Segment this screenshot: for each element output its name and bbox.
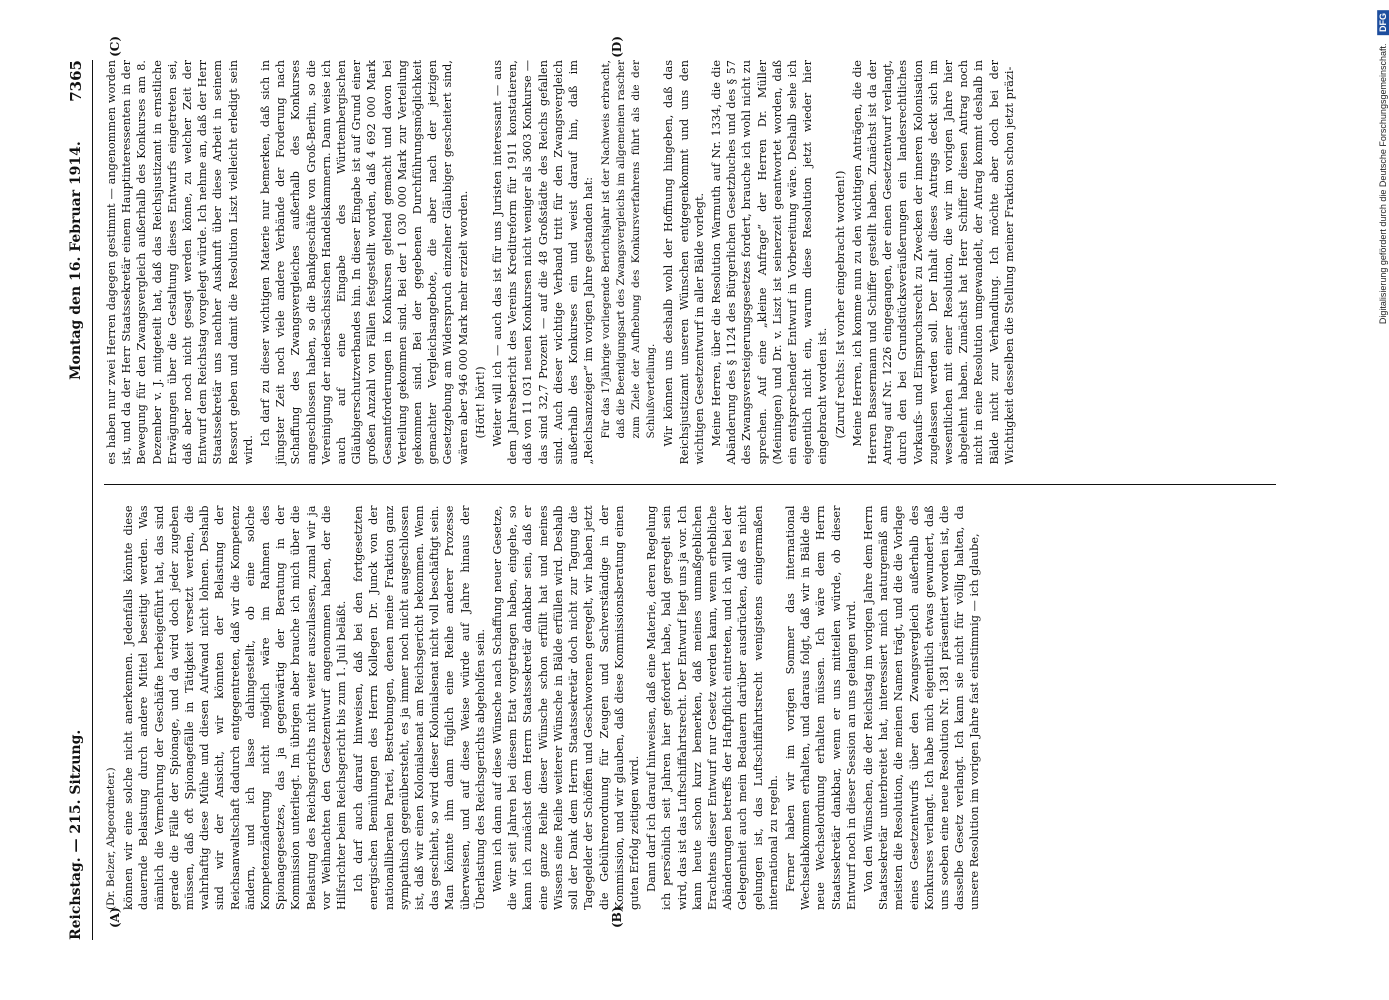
- paragraph: können wir eine solche nicht anerkennen. Jedenfalls könnte diese dauernde Belastung durch andere Mittel beseitigt werden. Was nämlich die Vermehrung der Geschäfte herbeigeführt hat, das sind gerade die Fälle der Spionage, und da wird doch jeder zugeben müssen, daß oft Spionagefälle in Tätigkeit versetzt werden, die wahrhaftig diese Mühe und diesen Aufwand nicht lohnen. Deshalb sind wir der Ansicht, wir könnten der Belastung der Reichsanwaltschaft dadurch entgegentreten, daß wir die Kompetenz ändern, und ich lasse dahingestellt, ob eine solche Kompetenzänderung nicht möglich wäre im Rahmen des Spionagegesetzes, das ja gegenwärtig der Beratung in der Kommission unterliegt. Im übrigen aber brauche ich mich über die Belastung des Reichsgerichts nicht weiter auszulassen, zumal wir ja vor Weihnachten den Gesetzentwurf angenommen haben, der die Hilfsrichter beim Reichsgericht bis zum 1. Juli beläßt.: [122, 505, 349, 910]
- text-columns: [104, 60, 1276, 910]
- page-number: 7365: [67, 60, 85, 102]
- paragraph: Wenn ich dann auf diese Wünsche nach Schaffung neuer Gesetze, die wir seit Jahren bei diesem Etat vorgetragen haben, eingehe, so kann ich zunächst dem Herrn Staatssekretär dankbar sein, daß er eine ganze Reihe dieser Wünsche schon erfüllt hat und meines Wissens eine Reihe weiterer Wünsche in Bälde erfüllen wird. Deshalb soll der Dank dem Herrn Staatssekretär doch nicht zur Tagung die Tagegelder der Schöffen und Geschworenen geregelt, wir haben jetzt die Gebührenordnung für Zeugen und Sachverständige in der Kommission, und wir glauben, daß diese Kommissionsberatung einen guten Erfolg zeitigen wird.: [491, 505, 641, 910]
- paragraph: Von den Wünschen, die der Reichstag im vorigen Jahre dem Herrn Staatssekretär unterbreitet hat, interessiert mich naturgemäß am meisten die Resolution, die meinen Namen trägt, und die die Vorlage eines Gesetzentwurfs über den Zwangsvergleich außerhalb des Konkurses verlangt. Ich habe mich eigentlich etwas gewundert, daß uns soeben eine neue Resolution Nr. 1381 präsentiert worden ist, die dasselbe Gesetz verlangt. Ich kann sie nicht für völlig halten, da unsere Resolution im vorigen Jahre fast einstimmig — ich glaube,: [861, 505, 982, 910]
- margin-marker-b: (B): [610, 906, 624, 928]
- paragraph: Weiter will ich — auch das ist für uns Juristen interessant — aus dem Jahresbericht des Vereins Kreditreform für 1911 konstatieren, daß von 11 031 neuen Konkursen nicht weniger als 3603 Konkurse — das sind 32,7 Prozent — auf die 48 Großstädte des Reichs gefallen sind. Auch dieser wichtige Verband tritt für den Zwangsvergleich außerhalb des Konkurses ein und weist darauf hin, daß im „Reichsanzeiger“ im vorigen Jahre gestanden hat:: [491, 60, 596, 465]
- paragraph: Dann darf ich darauf hinweisen, daß eine Materie, deren Regelung ich persönlich seit Jahren hier gefordert habe, bald geregelt sein wird, das ist das Luftschiffahrtsrecht. Der Entwurf liegt uns ja vor. Ich kann heute schon kurz bemerken, daß meines unmaßgeblichen Erachtens dieser Entwurf nur Gesetz werden kann, wenn erhebliche Abänderungen betreffs der Haftpflicht eintreten, und ich will bei der Gelegenheit auch mein Bedauern darüber ausdrücken, daß es nicht gelungen ist, das Luftschiffahrtsrecht wenigstens einigermaßen international zu regeln.: [645, 505, 780, 910]
- interjection: (Hört! hört!): [473, 366, 487, 439]
- paragraph: Wir können uns deshalb wohl der Hoffnung hingeben, daß das Reichsjustizamt unseren Wünschen entgegenkommt und uns den wichtigen Gesetzentwurf in aller Bälde vorlegt.: [662, 60, 706, 465]
- speaker-label: (Dr. Belzer, Abgeordneter.): [105, 767, 117, 910]
- paragraph: Ferner haben wir im vorigen Sommer das international Wechselabkommen erhalten, und daraus folgt, daß wir in Bälde die neue Wechselordnung erhalten müssen. Ich wäre dem Herrn Staatssekretär dankbar, wenn er uns mitteilen würde, ob dieser Entwurf noch in dieser Session an uns gelangen wird.: [783, 505, 858, 910]
- paragraph: es haben nur zwei Herren dagegen gestimmt — angenommen worden ist, und da der Herr Staatssekretär einem Hauptinteressenten in der Bewegung für den Zwangsvergleich außerhalb des Konkurses am 8. Dezember v. J. mitgeteilt hat, daß das Reichsjustizamt in ernstliche Erwägungen über die Gestaltung dieses Entwurfs eingetreten sei, daß aber noch nicht gesagt werden könne, zu welcher Zeit der Entwurf dem Reichstag vorgelegt würde. Ich nehme an, daß der Herr Staatssekretär uns nachher Auskunft über diese Arbeit in seinem Ressort geben und damit die Resolution Liszt vielleicht erledigt sein wird.: [105, 60, 255, 465]
- watermark-text: Digitalisierung gefördert durch die Deutsche Forschungsgemeinschaft.: [1378, 43, 1388, 325]
- header-date: Montag den 16. Februar 1914.: [68, 141, 84, 380]
- interjection: (Zuruf rechts: Ist vorher eingebracht worden!): [833, 170, 847, 439]
- digitization-watermark: [1377, 10, 1389, 324]
- page-header: [60, 60, 93, 940]
- header-left: Reichstag. — 215. Sitzung.: [68, 729, 84, 940]
- margin-marker-c: (C): [108, 36, 122, 57]
- dfg-logo: DFG: [1377, 10, 1389, 35]
- margin-marker-d: (D): [610, 36, 624, 58]
- right-column: [104, 60, 1276, 465]
- quotation: Für das 17jährige vorliegende Berichtsjahr ist der Nachweis erbracht, daß die Beendigungsart des Zwangsvergleichs im allgemeinen rascher zum Ziele der Aufhebung des Konkursverfahrens führt als die der Schlußverteilung.: [599, 60, 658, 439]
- paragraph: Meine Herren, über die Resolution Warmuth auf Nr. 1334, die die Abänderung des § 1124 des Bürgerlichen Gesetzbuches und des § 57 des Zwangsversteigerungsgesetzes fordert, brauche ich wohl nicht zu sprechen. Auf eine „kleine Anfrage“ der Herren Dr. Müller (Meiningen) und Dr. v. Liszt ist seinerzeit geantwortet worden, daß ein entsprechender Entwurf in Vorbereitung wäre. Deshalb sehe ich eigentlich nicht ein, warum diese Resolution jetzt wieder hier eingebracht worden ist.: [709, 60, 830, 465]
- margin-marker-a: (A): [108, 907, 122, 928]
- column-divider: [104, 485, 1276, 486]
- paragraph: Meine Herren, ich komme nun zu den wichtigen Anträgen, die die Herren Bassermann und Schiffer gestellt haben. Zunächst ist da der Antrag auf Nr. 1226 eingegangen, der einen Gesetzentwurf verlangt, durch den bei Grundstücksveräußerungen ein landesrechtliches Vorkaufs- und Einspruchsrecht zu Zwecken der inneren Kolonisation zugelassen werden soll. Der Inhalt dieses Antrags deckt sich im wesentlichen mit einer Resolution, die wir im vorigen Jahre hier abgelehnt haben. Zunächst hat Herr Schiffer diesen Antrag noch nicht in eine Resolution umgewandelt, der Antrag kommt deshalb in Bälde nicht zur Verhandlung. Ich möchte aber doch bei der Wichtigkeit desselben die Stellung meiner Fraktion schon jetzt präzi-: [850, 60, 1016, 465]
- paragraph: Ich darf zu dieser wichtigen Materie nur bemerken, daß sich in jüngster Zeit noch viele andere Verbände der Forderung nach Schaffung des Zwangsvergleiches außerhalb des Konkurses angeschlossen haben, so die Bankgeschäfte von Groß-Berlin, so die Vereinigung der niedersächsischen Handelskammern. Dann weise ich auch auf eine Eingabe des Württembergischen Gläubigerschutzverbandes hin. In dieser Eingabe ist auf Grund einer großen Anzahl von Fällen festgestellt worden, daß 4 692 000 Mark Gesamtforderungen in Konkursen geltend gemacht und davon bei Verteilung gekommen sind. Bei der 1 030 000 Mark zur Verteilung gekommen sind. Bei der gegebenen Durchführungsmöglichkeit gemachter Vergleichsangebote, die aber nach der jetzigen Gesetzgebung am Widerspruch einzelner Gläubiger gescheitert sind, wären aber 946 000 Mark mehr erzielt worden.: [259, 60, 470, 465]
- paragraph: Ich darf auch darauf hinweisen, daß bei den fortgesetzten energischen Bemühungen des Herrn Kollegen Dr. Junck von der nationalliberalen Partei, Bestrebungen, denen meine Fraktion ganz sympathisch gegenübersteht, es ja immer noch nicht ausgeschlossen ist, daß wir einen Kolonialsenat am Reichsgericht bekommen. Wenn das geschieht, so wird dieser Kolonialsenat nicht voll beschäftigt sein. Man könnte ihm dann füglich eine Reihe anderer Prozesse überweisen, und auf diese Weise würde auf Jahre hinaus der Überlastung des Reichsgerichts abgeholfen sein.: [352, 505, 487, 910]
- left-column: [104, 506, 1276, 911]
